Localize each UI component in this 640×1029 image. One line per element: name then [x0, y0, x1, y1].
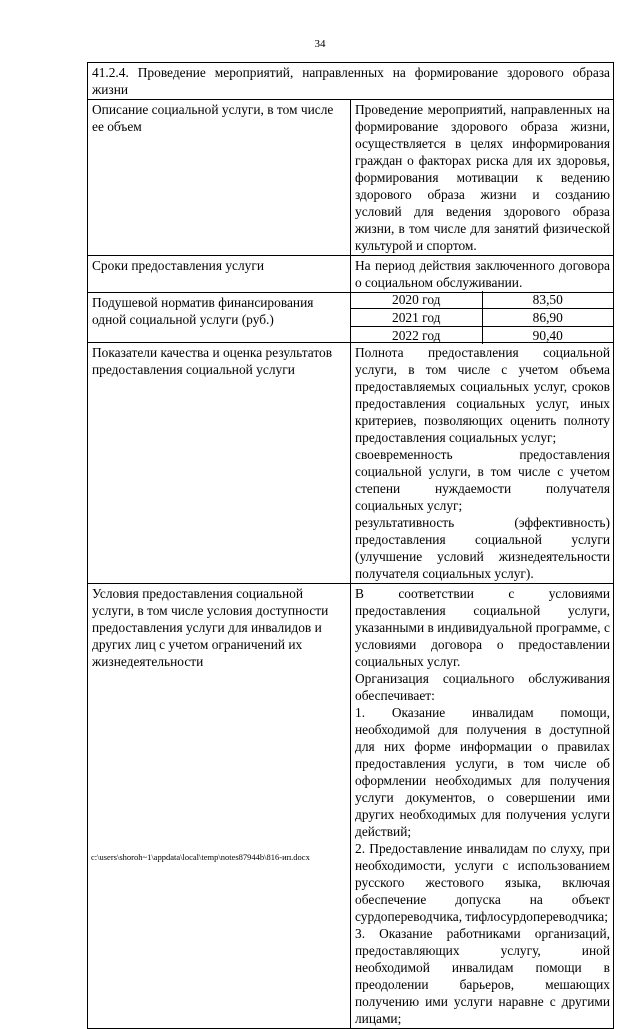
funding-table-row [351, 291, 613, 309]
funding-value: 86,90 [482, 309, 613, 327]
funding-year: 2020 год [351, 291, 482, 309]
funding-table-cell [351, 293, 614, 343]
funding-label: Подушевой норматив финансирования одной социальной услуги (руб.) [88, 293, 351, 343]
footer-file-path: c:\users\shoroh~1\appdata\local\temp\notes87944b\816-ип.docx [91, 852, 310, 862]
terms-label: Сроки предоставления услуги [88, 256, 351, 293]
terms-text: На период действия заключенного договора о социальном обслуживании. [351, 256, 614, 293]
quality-paragraph: своевременность предоставления социальной услуги, в том числе с учетом степени нуждаемости получателя социальных услуг; [355, 447, 610, 513]
funding-year: 2022 год [351, 327, 482, 345]
conditions-row [88, 584, 614, 1029]
quality-text [351, 343, 614, 584]
page-number: 34 [314, 38, 326, 50]
quality-row [88, 343, 614, 584]
conditions-paragraph: 2. Предоставление инвалидам по слуху, при необходимости, услуги с использованием русского жестового языка, включая обеспечение допуска на объект сурдопереводчика, тифлосурдопереводчика; [355, 841, 610, 924]
section-title: 41.2.4. Проведение мероприятий, направленных на формирование здорового образа жизни [88, 63, 614, 100]
section-header-row [88, 63, 614, 100]
conditions-paragraph: 1. Оказание инвалидам помощи, необходимой для получения в доступной для них форме информации о правилах предоставления услуги, в том числе об оформлении необходимых для получения услуги документов, о совершении ими других необходимых для получения услуги действий; [355, 705, 610, 839]
description-label: Описание социальной услуги, в том числе ее объем [88, 100, 351, 256]
funding-year: 2021 год [351, 309, 482, 327]
description-row [88, 100, 614, 256]
services-table [87, 62, 614, 1029]
funding-table-row [351, 327, 613, 345]
quality-label: Показатели качества и оценка результатов предоставления социальной услуги [88, 343, 351, 584]
funding-value: 90,40 [482, 327, 613, 345]
funding-table-row [351, 309, 613, 327]
quality-paragraph: результативность (эффективность) предоставления социальной услуги (улучшение условий жизнедеятельности получателя социальных услуг). [355, 515, 610, 581]
quality-paragraph: Полнота предоставления социальной услуги, в том числе с учетом объема предоставляемых социальных услуг, сроков предоставления социальных услуг, иных критериев, позволяющих оценить полноту предоставления социальных услуг; [355, 345, 610, 445]
funding-value: 83,50 [482, 291, 613, 309]
funding-row [88, 293, 614, 343]
conditions-label: Условия предоставления социальной услуги, в том числе условия доступности предоставления услуги для инвалидов и других лиц с учетом ограничений их жизнедеятельности [88, 584, 351, 1029]
terms-row [88, 256, 614, 293]
conditions-paragraph: Организация социального обслуживания обеспечивает: [355, 671, 610, 703]
description-text: Проведение мероприятий, направленных на формирование здорового образа жизни, осуществляется в целях информирования граждан о факторах риска для их здоровья, формирования мотивации к ведению здорового образа жизни и созданию условий для ведения здорового образа жизни, в том числе для занятий физической культурой и спортом. [351, 100, 614, 256]
funding-table [351, 291, 613, 344]
conditions-text [351, 584, 614, 1029]
conditions-paragraph: В соответствии с условиями предоставления социальной услуги, указанными в индивидуальной программе, с условиями договора о предоставлении социальных услуг. [355, 586, 610, 669]
conditions-paragraph: 3. Оказание работниками организаций, предоставляющих услугу, иной необходимой инвалидам помощи в преодолении барьеров, мешающих получению ими услуги наравне с другими лицами; [355, 926, 610, 1026]
